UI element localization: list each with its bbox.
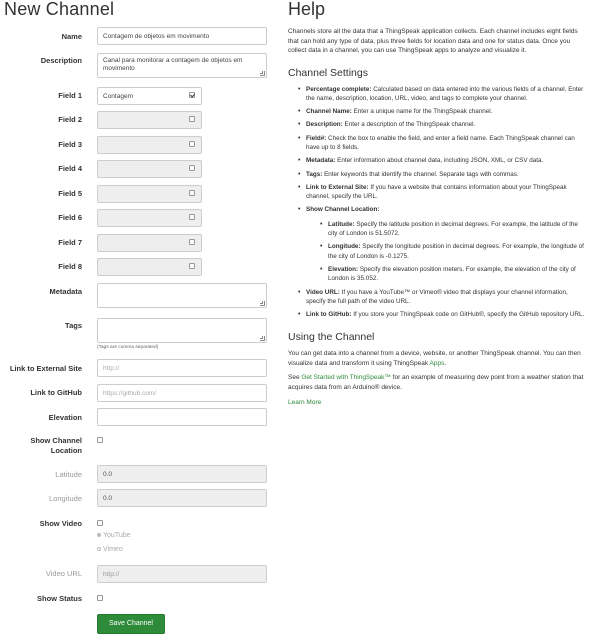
settings-item bbox=[298, 310, 588, 319]
field-4-input[interactable] bbox=[97, 160, 202, 178]
video-url-label: Video URL bbox=[45, 569, 82, 578]
settings-item bbox=[298, 205, 588, 283]
settings-item bbox=[298, 288, 588, 307]
elevation-label: Elevation bbox=[48, 413, 82, 422]
new-channel-form bbox=[0, 0, 275, 641]
using-text: You can get data into a channel from a device, website, or another ThingSpeak channel. You can then visualize data and transform it using ThingSpeak bbox=[288, 350, 581, 367]
using-channel-text bbox=[288, 349, 588, 368]
field-6-input[interactable] bbox=[97, 209, 202, 227]
field-5-label: Field 5 bbox=[58, 189, 82, 198]
location-item bbox=[320, 242, 588, 261]
description-text: Canal para monitorar a contagem de objetos em movimento bbox=[103, 57, 243, 72]
field-4-checkbox[interactable] bbox=[189, 165, 195, 171]
settings-term: Show Channel Location: bbox=[306, 206, 380, 214]
external-site-input[interactable]: http:// bbox=[97, 359, 267, 377]
settings-term: Tags: bbox=[306, 170, 323, 178]
field-4-label: Field 4 bbox=[58, 164, 82, 173]
field-8-input[interactable] bbox=[97, 258, 202, 276]
show-location-label-line-2: Location bbox=[50, 446, 82, 455]
field-3-input[interactable] bbox=[97, 136, 202, 154]
show-video-checkbox[interactable] bbox=[97, 520, 103, 526]
settings-term: Description: bbox=[306, 121, 343, 129]
metadata-label: Metadata bbox=[49, 287, 82, 296]
field-2-checkbox[interactable] bbox=[189, 116, 195, 122]
channel-settings-heading: Channel Settings bbox=[288, 66, 368, 79]
field-1-checkbox[interactable] bbox=[189, 92, 195, 98]
using-channel-heading: Using the Channel bbox=[288, 331, 375, 344]
latitude-input[interactable]: 0.0 bbox=[97, 465, 267, 483]
external-site-label: Link to External Site bbox=[9, 364, 82, 373]
field-6-label: Field 6 bbox=[58, 213, 82, 222]
settings-text: If you store your ThingSpeak code on GitHub®, specify the GitHub repository URL. bbox=[351, 311, 585, 319]
latitude-label: Latitude bbox=[55, 470, 82, 479]
field-7-label: Field 7 bbox=[58, 238, 82, 247]
name-label: Name bbox=[61, 32, 82, 41]
description-textarea[interactable] bbox=[97, 53, 267, 78]
get-started-link[interactable]: Get Started with ThingSpeak™ bbox=[301, 374, 391, 382]
field-7-input[interactable] bbox=[97, 234, 202, 252]
longitude-input[interactable]: 0.0 bbox=[97, 489, 267, 507]
settings-item bbox=[298, 107, 588, 116]
settings-term: Link to External Site: bbox=[306, 183, 369, 191]
name-input[interactable]: Contagem de objetos em movimento bbox=[97, 27, 267, 45]
using-text-end: . bbox=[444, 359, 447, 367]
settings-item bbox=[298, 134, 588, 153]
resize-grip-icon[interactable] bbox=[260, 71, 265, 76]
settings-list bbox=[288, 85, 588, 320]
settings-item bbox=[298, 156, 588, 165]
video-option-vimeo[interactable] bbox=[97, 546, 123, 553]
location-item bbox=[320, 265, 588, 284]
longitude-label: Longitude bbox=[49, 494, 82, 503]
page-title: New Channel bbox=[4, 0, 115, 19]
field-7-checkbox[interactable] bbox=[189, 239, 195, 245]
location-text: Specify the elevation position meters. For example, the elevation of the city of London is 35.052. bbox=[328, 265, 576, 283]
field-8-checkbox[interactable] bbox=[189, 263, 195, 269]
location-term: Latitude: bbox=[328, 220, 355, 228]
field-3-label: Field 3 bbox=[58, 140, 82, 149]
settings-term: Video URL: bbox=[306, 288, 340, 296]
field-3-checkbox[interactable] bbox=[189, 141, 195, 147]
settings-text: Calculated based on data entered into the various fields of a channel. Enter the name, description, location, URL, video, and tags to complete your channel. bbox=[306, 85, 584, 102]
location-term: Longitude: bbox=[328, 243, 361, 251]
github-input[interactable]: https://github.com/ bbox=[97, 384, 267, 402]
help-intro: Channels store all the data that a ThingSpeak application collects. Each channel includes eight fields that can hold any type of data, plus three fields for location data and one for status data. Once you collect data in a channel, you can use ThingSpeak apps to analyze and visualize it. bbox=[288, 28, 578, 54]
apps-link[interactable]: Apps bbox=[429, 359, 445, 367]
field-1-label: Field 1 bbox=[58, 91, 82, 100]
see-text-end: for an example of measuring dew point from a weather station that acquires data from an Arduino® device. bbox=[288, 374, 584, 391]
metadata-textarea[interactable] bbox=[97, 283, 267, 308]
field-2-input[interactable] bbox=[97, 111, 202, 129]
show-video-label: Show Video bbox=[39, 519, 82, 528]
show-status-label: Show Status bbox=[36, 594, 82, 603]
field-5-checkbox[interactable] bbox=[189, 190, 195, 196]
settings-term: Channel Name: bbox=[306, 108, 352, 116]
settings-item bbox=[298, 183, 588, 202]
show-location-checkbox[interactable] bbox=[97, 437, 103, 443]
resize-grip-icon[interactable] bbox=[260, 301, 265, 306]
field-8-label: Field 8 bbox=[58, 262, 82, 271]
settings-term: Metadata: bbox=[306, 157, 336, 165]
video-option-youtube-label: YouTube bbox=[103, 532, 131, 539]
location-text: Specify the longitude position in decimal degrees. For example, the longitude of the city of London is -0.1275. bbox=[328, 243, 584, 260]
resize-grip-icon[interactable] bbox=[260, 336, 265, 341]
learn-more-link[interactable]: Learn More bbox=[288, 399, 322, 407]
github-label: Link to GitHub bbox=[30, 388, 82, 397]
see-getting-started-text bbox=[288, 373, 588, 392]
elevation-input[interactable] bbox=[97, 408, 267, 426]
settings-item bbox=[298, 85, 588, 104]
show-location-label-line-1: Show Channel bbox=[30, 436, 82, 445]
location-term: Elevation: bbox=[328, 265, 359, 273]
help-title: Help bbox=[288, 0, 326, 19]
show-status-checkbox[interactable] bbox=[97, 595, 103, 601]
save-channel-button[interactable]: Save Channel bbox=[97, 614, 165, 634]
location-text: Specify the latitude position in decimal degrees. For example, the latitude of the city of London is 51.5072. bbox=[328, 220, 578, 238]
video-option-youtube[interactable] bbox=[97, 532, 131, 539]
see-text-start: See bbox=[288, 374, 302, 382]
settings-term: Percentage complete: bbox=[306, 85, 372, 93]
settings-item bbox=[298, 120, 588, 129]
tags-textarea[interactable] bbox=[97, 318, 267, 343]
field-6-checkbox[interactable] bbox=[189, 214, 195, 220]
settings-text: Enter a unique name for the ThingSpeak channel. bbox=[351, 108, 493, 116]
description-label: Description bbox=[40, 56, 82, 65]
tags-hint: (Tags are comma separated) bbox=[97, 345, 159, 350]
location-item bbox=[320, 220, 588, 239]
video-option-vimeo-label: Vimeo bbox=[103, 546, 123, 553]
field-1-input[interactable]: Contagem bbox=[97, 87, 202, 105]
field-2-label: Field 2 bbox=[58, 115, 82, 124]
show-location-label bbox=[2, 436, 82, 456]
radio-selected-icon bbox=[97, 533, 101, 537]
settings-text: If you have a YouTube™ or Vimeo® video that displays your channel information, specify the full path of the video URL. bbox=[306, 288, 568, 305]
field-5-input[interactable] bbox=[97, 185, 202, 203]
help-panel bbox=[288, 0, 588, 641]
radio-unselected-icon bbox=[97, 547, 101, 551]
settings-term: Link to GitHub: bbox=[306, 311, 352, 319]
settings-text: Enter a description of the ThingSpeak channel. bbox=[342, 121, 476, 129]
video-url-input[interactable]: http:// bbox=[97, 565, 267, 583]
learn-more-line bbox=[288, 398, 588, 408]
settings-text: Check the box to enable the field, and enter a field name. Each ThingSpeak channel can have up to 8 fields. bbox=[306, 134, 575, 151]
settings-term: Field#: bbox=[306, 134, 327, 142]
settings-text: Enter information about channel data, including JSON, XML, or CSV data. bbox=[335, 157, 544, 165]
settings-text: If you have a website that contains information about your ThingSpeak channel, specify the URL. bbox=[306, 183, 567, 201]
settings-text: Enter keywords that identify the channel. Separate tags with commas. bbox=[322, 170, 519, 178]
location-sublist bbox=[306, 220, 588, 284]
settings-item bbox=[298, 170, 588, 179]
tags-label: Tags bbox=[65, 321, 82, 330]
